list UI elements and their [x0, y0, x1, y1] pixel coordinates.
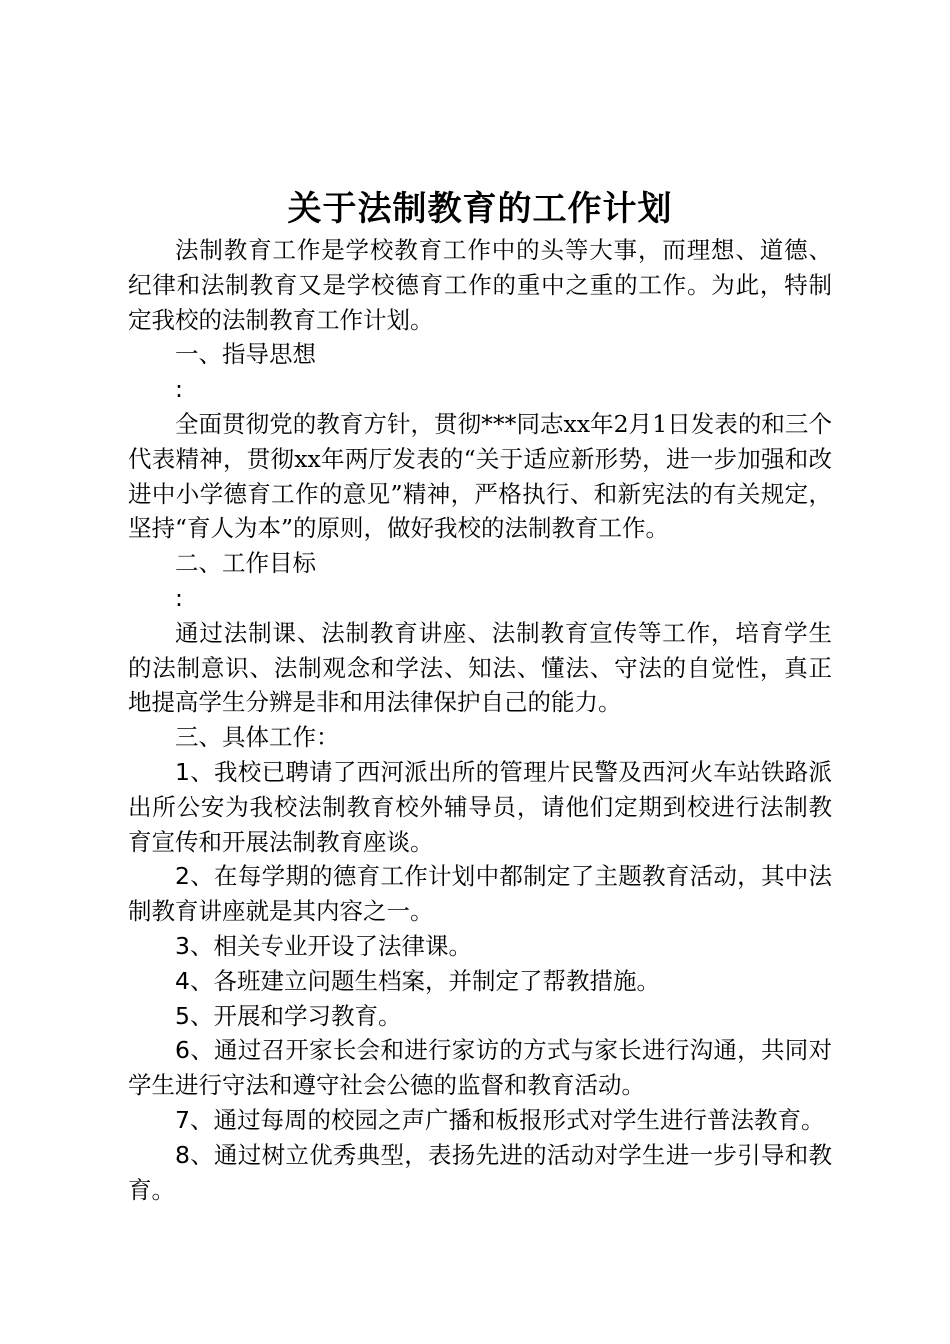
list-item: 7、通过每周的校园之声广播和板报形式对学生进行普法教育。: [175, 1105, 825, 1134]
list-item: 8、通过树立优秀典型，表扬先进的活动对学生进一步引导和教育。: [128, 1140, 832, 1204]
section-colon: :: [175, 583, 183, 612]
list-item: 6、通过召开家长会和进行家访的方式与家长进行沟通，共同对学生进行守法和遵守社会公德的监督和教育活动。: [128, 1036, 832, 1100]
list-item: 5、开展和学习教育。: [175, 1001, 402, 1030]
work-goals-paragraph: 通过法制课、法制教育讲座、法制教育宣传等工作，培育学生的法制意识、法制观念和学法、知法、懂法、守法的自觉性，真正地提高学生分辨是非和用法律保护自己的能力。: [128, 618, 832, 717]
section-heading-specific-work: 三、具体工作：: [175, 723, 340, 752]
guiding-ideology-paragraph: 全面贯彻党的教育方针，贯彻***同志xx年2月1日发表的和三个代表精神，贯彻xx年两厅发表的“关于适应新形势，进一步加强和改进中小学德育工作的意见”精神，严格执行、和新宪法的有关规定，坚持“育人为本”的原则，做好我校的法制教育工作。: [128, 409, 832, 543]
intro-paragraph: 法制教育工作是学校教育工作中的头等大事，而理想、道德、纪律和法制教育又是学校德育工作的重中之重的工作。为此，特制定我校的法制教育工作计划。: [128, 236, 832, 334]
list-item: 2、在每学期的德育工作计划中都制定了主题教育活动，其中法制教育讲座就是其内容之一。: [128, 862, 832, 926]
document-title: 关于法制教育的工作计划: [287, 189, 673, 229]
section-colon: :: [175, 375, 183, 404]
section-heading-guiding-ideology: 一、指导思想: [175, 340, 316, 369]
document-body: [128, 187, 832, 1207]
list-item: 3、相关专业开设了法律课。: [175, 931, 472, 960]
list-item: 4、各班建立问题生档案，并制定了帮教措施。: [175, 966, 660, 995]
section-heading-work-goals: 二、工作目标: [175, 549, 316, 578]
list-item: 1、我校已聘请了西河派出所的管理片民警及西河火车站铁路派出所公安为我校法制教育校外辅导员，请他们定期到校进行法制教育宣传和开展法制教育座谈。: [128, 757, 832, 856]
